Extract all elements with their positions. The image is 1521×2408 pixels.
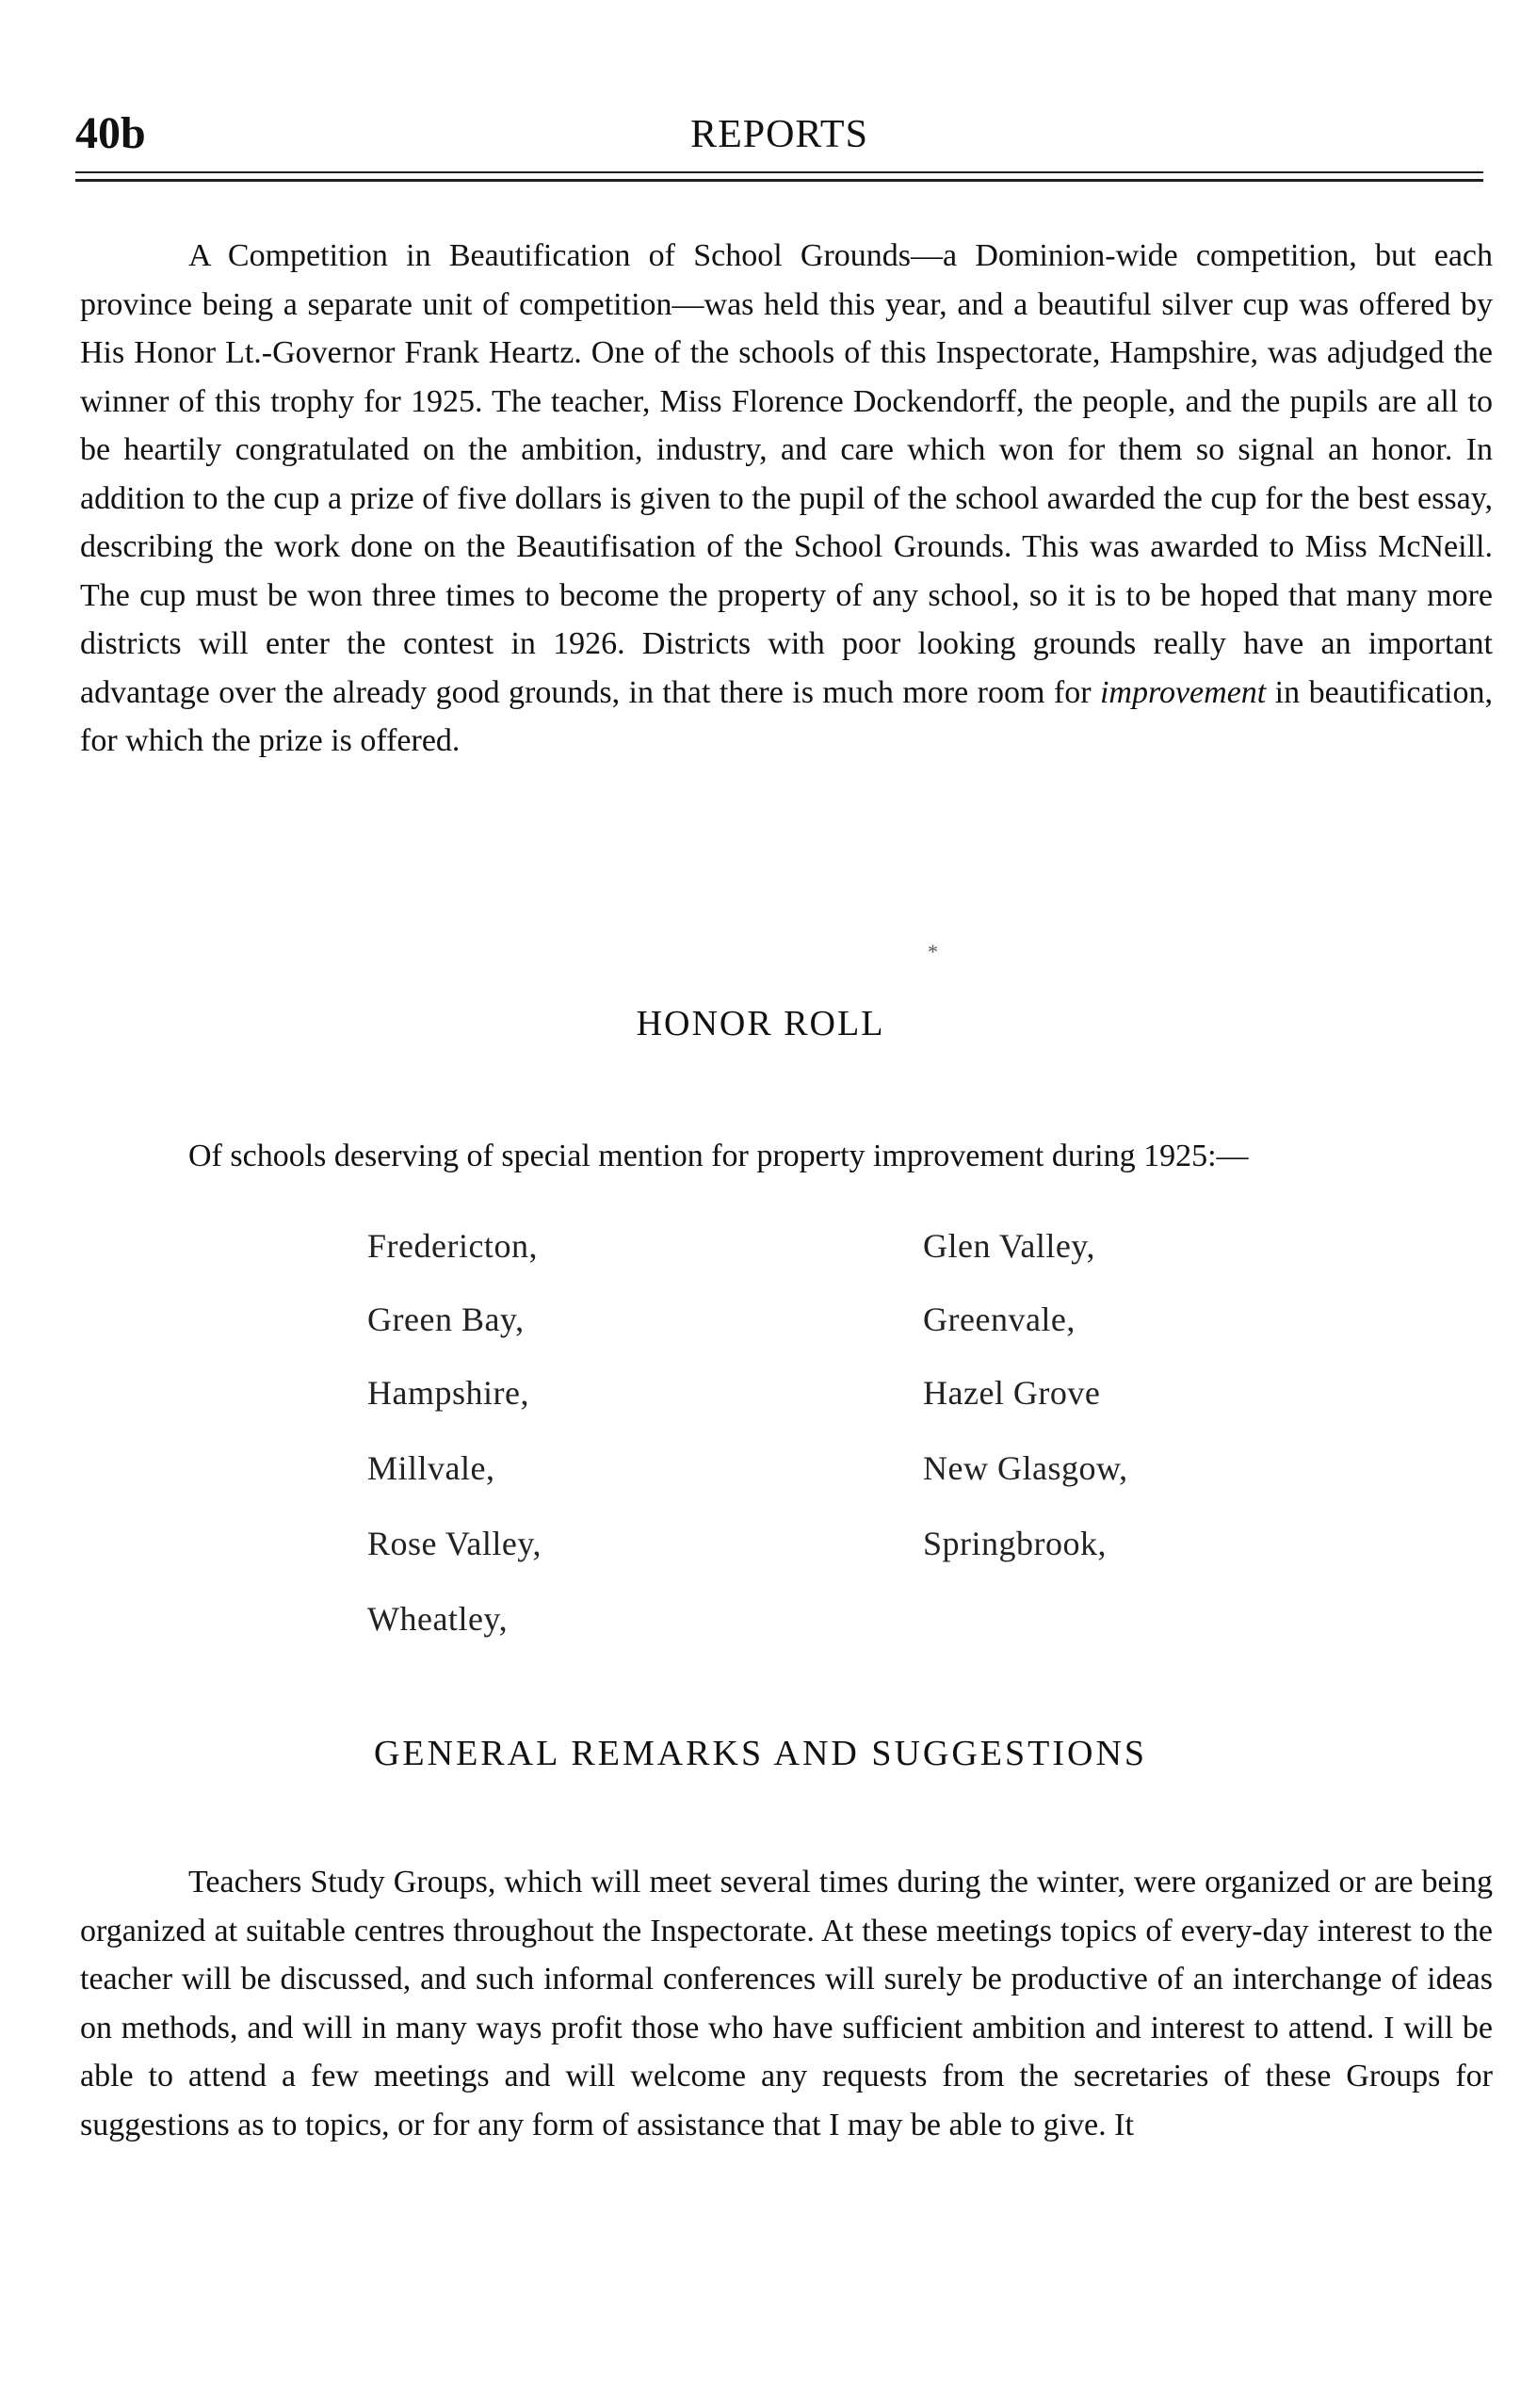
school-name: Green Bay, <box>367 1301 525 1338</box>
header-rule-double <box>75 179 1483 182</box>
school-name: Glen Valley, <box>923 1227 1095 1265</box>
school-name: Rose Valley, <box>367 1525 542 1562</box>
ornament-mark: * <box>928 940 938 963</box>
school-name: Springbrook, <box>923 1525 1107 1562</box>
emphasis-improvement: improvement <box>1099 674 1267 710</box>
remarks-text: Teachers Study Groups, which will meet several times during the winter, were organized or are being organized at suitable centres throughout the Inspectorate. At these meetings topics of every-day interest to the teacher will be discussed, and such informal conferences will surely be productive of an interchange of ideas on methods, and will in many ways profit those who have sufficient ambition and interest to attend. I will be able to attend a few meetings and will welcome any requests from the secretaries of these Groups for suggestions as to topics, or for any form of assistance that I may be able to give. It <box>80 1865 1493 2142</box>
school-name: Wheatley, <box>367 1600 509 1638</box>
honor-roll-title: HONOR ROLL <box>636 1004 885 1043</box>
school-name: New Glasgow, <box>923 1449 1128 1487</box>
school-name: Greenvale, <box>923 1301 1076 1338</box>
remarks-paragraph <box>80 1858 1493 2149</box>
honor-roll-intro-text: Of schools deserving of special mention for property improvement during 1925:— <box>188 1139 1249 1173</box>
honor-roll-intro <box>80 1132 1493 1181</box>
beautification-text: A Competition in Beautification of School Grounds—a Dominion-wide competition, but each province being a separate unit of competition—was held this year, and a beautiful silver cup was offered by His Honor Lt.-Governor Frank Heartz. One of the schools of this Inspectorate, Hampshire, was adjudged the winner of this trophy for 1925. The teacher, Miss Florence Dockendorff, the people, and the pupils are all to be heartily congratulated on the ambition, industry, and care which won for them so signal an honor. In addition to the cup a prize of five dollars is given to the pupil of the school awarded the cup for the best essay, describing the work done on the Beautifisation of the School Grounds. This was awarded to Miss McNeill. The cup must be won three times to become the property of any school, so it is to be hoped that many more districts will enter the contest in 1926. Districts with poor looking grounds really have an important advantage over the already good grounds, in that there is much more room for <box>80 238 1493 710</box>
page-header <box>75 108 1483 177</box>
header-rule <box>75 171 1483 173</box>
school-name: Hampshire, <box>367 1374 529 1412</box>
beautification-paragraph <box>80 232 1493 766</box>
general-remarks-title: GENERAL REMARKS AND SUGGESTIONS <box>373 1734 1148 1773</box>
beautification-text-end: in beautification, for which the prize is offered. <box>80 674 1493 758</box>
page-number: 40b <box>75 108 146 158</box>
school-name: Hazel Grove <box>923 1374 1101 1412</box>
school-name: Fredericton, <box>367 1227 538 1265</box>
school-name: Millvale, <box>367 1449 495 1487</box>
running-title: REPORTS <box>690 113 868 156</box>
